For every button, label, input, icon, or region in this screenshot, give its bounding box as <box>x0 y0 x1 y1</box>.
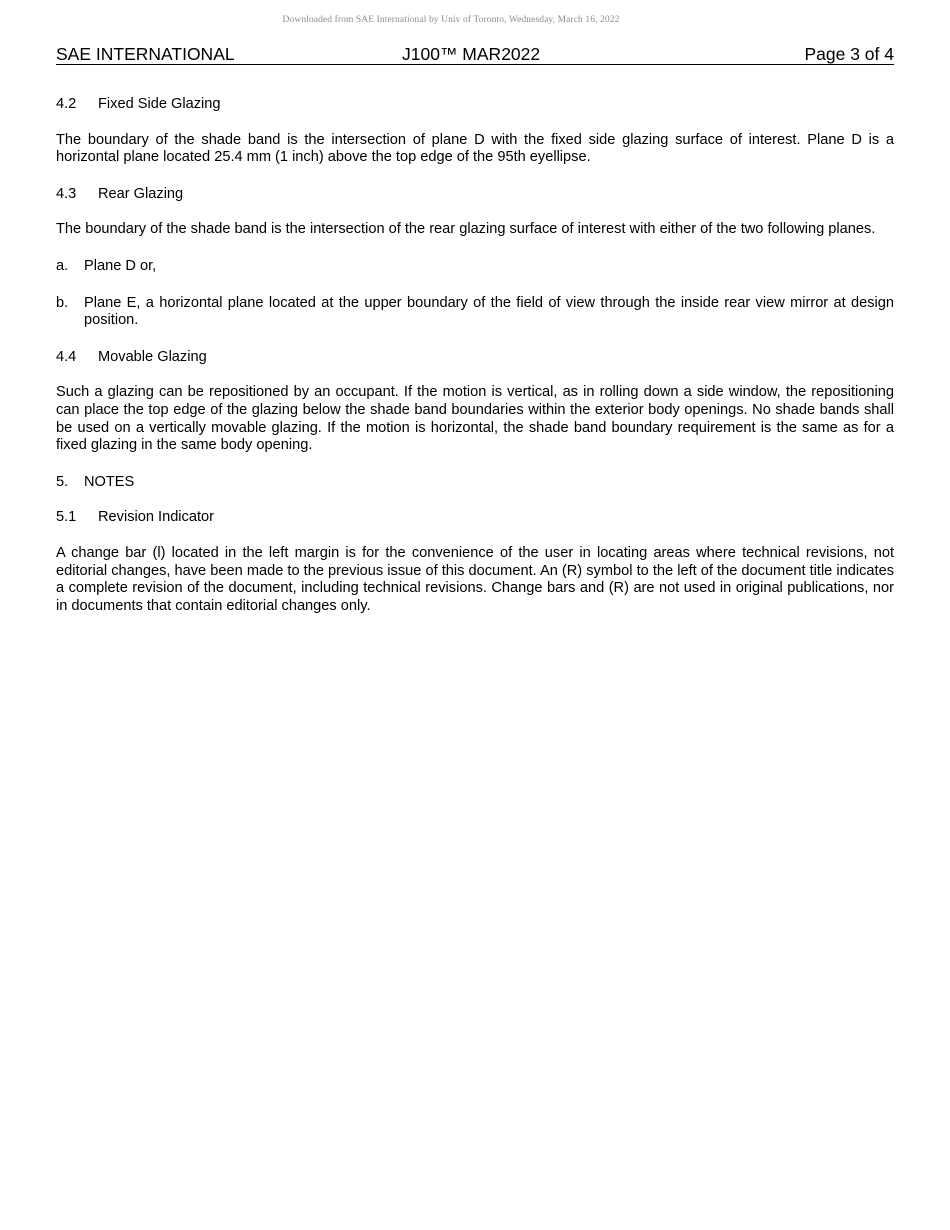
page-header <box>56 44 894 65</box>
section-title: NOTES <box>84 473 135 490</box>
list-item-text: Plane D or, <box>84 257 157 274</box>
download-watermark: Downloaded from SAE International by Univ of Toronto, Wednesday, March 16, 2022 <box>282 15 620 25</box>
section-heading-4-4 <box>56 349 894 367</box>
header-page-number: Page 3 of 4 <box>804 44 894 64</box>
document-body <box>56 96 894 634</box>
section-number: 4.4 <box>56 348 77 365</box>
section-heading-4-3 <box>56 186 894 204</box>
list-item <box>56 258 894 276</box>
section-title: Fixed Side Glazing <box>98 96 221 112</box>
section-heading-4-2 <box>56 96 894 114</box>
section-title: Rear Glazing <box>98 185 184 202</box>
section-heading-5-1 <box>56 509 894 527</box>
list-item-marker: a. <box>56 257 69 274</box>
section-number: 5.1 <box>56 509 77 526</box>
list-item-marker: b. <box>56 294 69 311</box>
section-title: Movable Glazing <box>98 348 207 365</box>
section-number: 5. <box>56 473 69 490</box>
section-paragraph-5-1: A change bar (l) located in the left margin is for the convenience of the user in locating areas where technical revisions, not editorial changes, have been made to the previous issue of this document. An (R) symbol to the left of the document title indicates a complete revision of the document, including technical revisions. Change bars and (R) are not used in original publications, nor in documents that contain editorial changes only. <box>56 544 894 614</box>
section-title: Revision Indicator <box>98 509 214 526</box>
section-number: 4.2 <box>56 96 77 112</box>
list-item-text: Plane E, a horizontal plane located at the upper boundary of the field of view through the inside rear view mirror at design position. <box>84 294 894 329</box>
section-paragraph-4-3: The boundary of the shade band is the intersection of the rear glazing surface of interest with either of the two following planes. <box>56 221 876 238</box>
header-document-id: J100™ MAR2022 <box>402 44 541 64</box>
section-paragraph-4-4: Such a glazing can be repositioned by an occupant. If the motion is vertical, as in rolling down a side window, the repositioning can place the top edge of the glazing below the shade band boundaries within the exterior body openings. No shade bands shall be used on a vertically movable glazing. If the motion is horizontal, the shade band boundary requirement is the same as for a fixed glazing in the same body opening. <box>56 384 894 454</box>
list-item <box>56 295 894 330</box>
section-paragraph-4-2: The boundary of the shade band is the intersection of plane D with the fixed side glazing surface of interest. Plane D is a horizontal plane located 25.4 mm (1 inch) above the top edge of the 95th eyellipse. <box>56 131 894 166</box>
header-organization: SAE INTERNATIONAL <box>56 44 235 64</box>
section-number: 4.3 <box>56 185 77 202</box>
section-heading-5 <box>56 474 894 492</box>
